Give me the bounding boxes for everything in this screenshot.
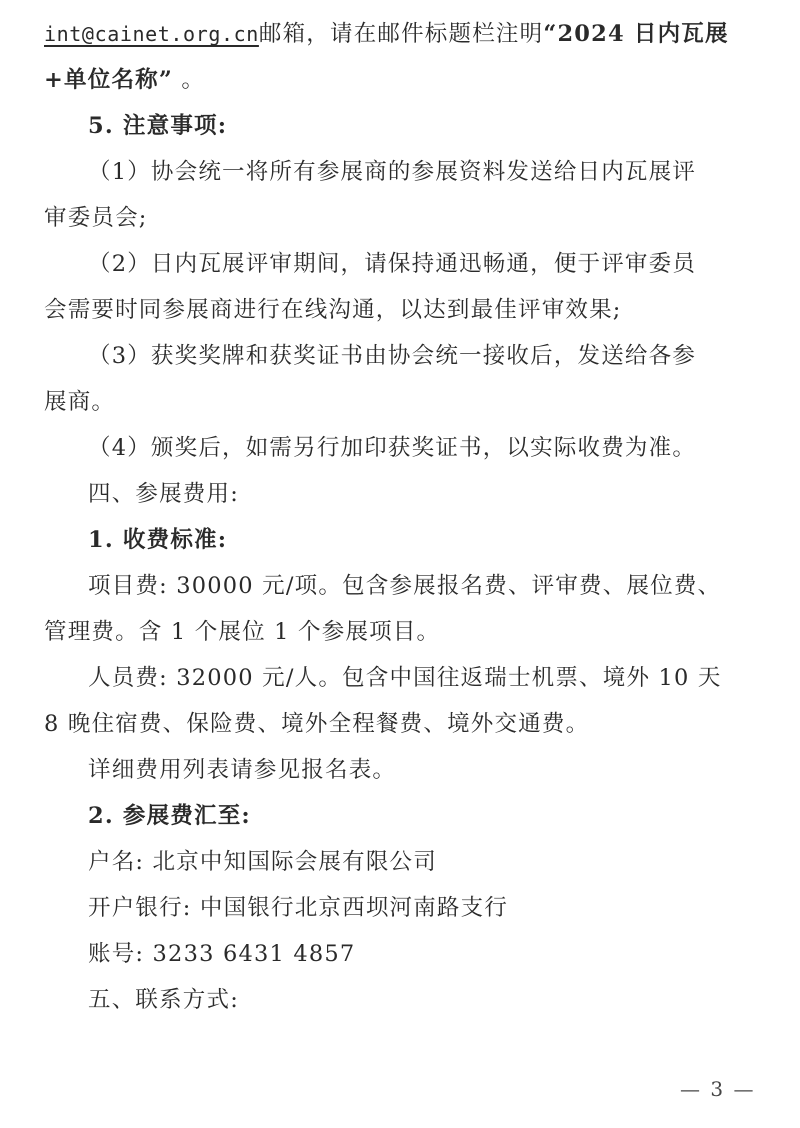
- project-fee-line-2: 管理费。含 1 个展位 1 个参展项目。: [44, 619, 441, 645]
- fee-standard-heading: 1. 收费标准:: [88, 527, 228, 553]
- contact-email[interactable]: int@cainet.org.cn: [44, 22, 259, 46]
- person-fee-line-1: 人员费: 32000 元/人。包含中国往返瑞士机票、境外 10 天: [88, 665, 722, 691]
- contact-heading: 五、联系方式:: [88, 987, 239, 1013]
- note-item-2-line-2: 会需要时同参展商进行在线沟通，以达到最佳评审效果;: [44, 297, 622, 323]
- email-instruction-text: 邮箱，请在邮件标题栏注明: [258, 21, 544, 47]
- page-number: — 3 —: [680, 1077, 756, 1101]
- note-item-3-line-1: （3）获奖奖牌和获奖证书由协会统一接收后，发送给各参: [88, 343, 697, 369]
- fee-detail-line: 详细费用列表请参见报名表。: [88, 757, 397, 783]
- remittance-heading: 2. 参展费汇至:: [88, 803, 251, 829]
- account-name: 户名: 北京中知国际会展有限公司: [88, 849, 437, 875]
- note-item-1-line-1: （1）协会统一将所有参展商的参展资料发送给日内瓦展评: [88, 159, 697, 185]
- account-number: 账号: 3233 6431 4857: [88, 941, 356, 967]
- email-subject-part1: “2024 日内瓦展: [543, 21, 729, 47]
- fees-heading: 四、参展费用:: [88, 481, 239, 507]
- email-subject-line: [44, 60, 764, 100]
- note-item-1-line-2: 审委员会;: [44, 205, 148, 231]
- project-fee-line-1: 项目费: 30000 元/项。包含参展报名费、评审费、展位费、: [88, 573, 722, 599]
- notes-heading: 5. 注意事项:: [88, 113, 228, 139]
- email-instruction-line: [44, 14, 764, 54]
- bank-name: 开户银行: 中国银行北京西坝河南路支行: [88, 895, 509, 921]
- email-subject-trailing: 。: [181, 67, 206, 93]
- note-item-3-line-2: 展商。: [44, 389, 116, 415]
- person-fee-line-2: 8 晚住宿费、保险费、境外全程餐费、境外交通费。: [44, 711, 590, 737]
- note-item-4-line-1: （4）颁奖后，如需另行加印获奖证书，以实际收费为准。: [88, 435, 697, 461]
- email-subject-part2: +单位名称”: [44, 67, 173, 93]
- note-item-2-line-1: （2）日内瓦展评审期间，请保持通迅畅通，便于评审委员: [88, 251, 697, 277]
